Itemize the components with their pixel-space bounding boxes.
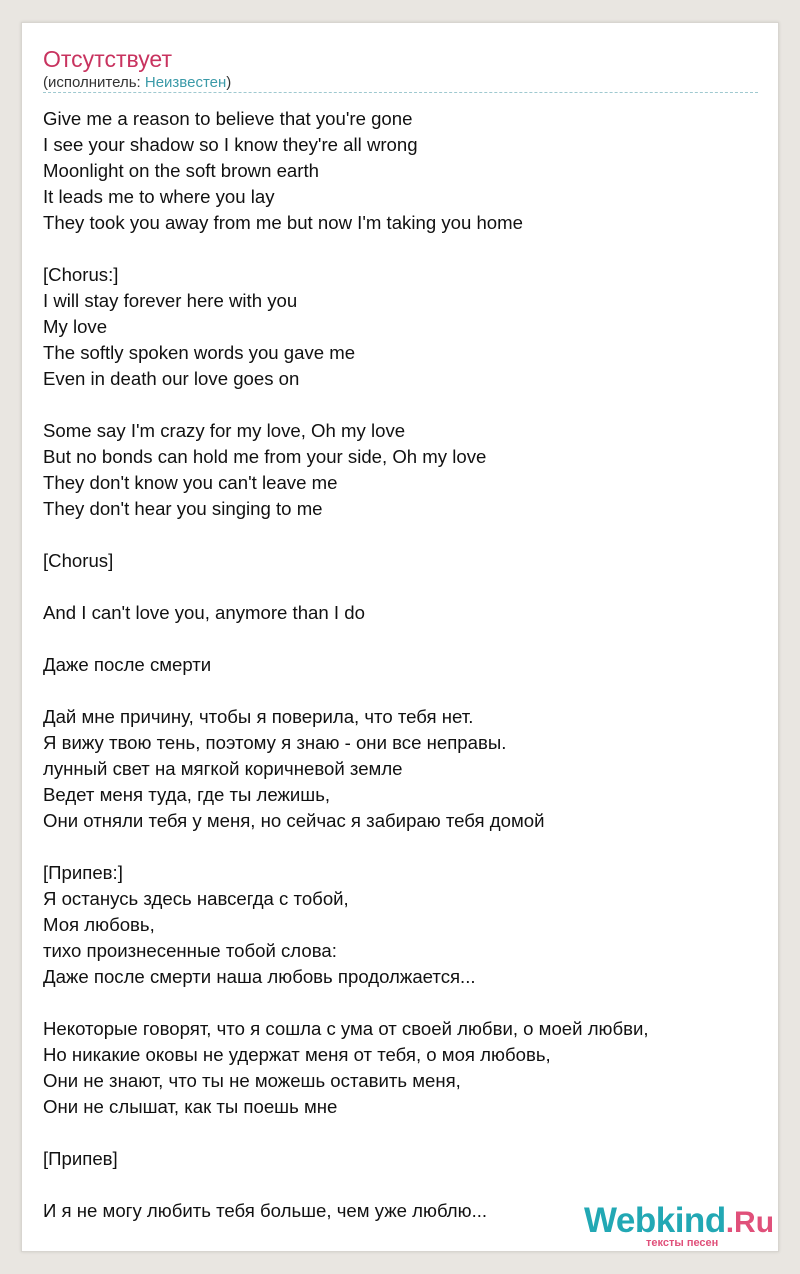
logo-tagline: тексты песен bbox=[646, 1237, 719, 1249]
divider bbox=[43, 92, 758, 93]
lyric-line: Some say I'm crazy for my love, Oh my love bbox=[43, 420, 406, 441]
lyric-line: тихо произнесенные тобой слова: bbox=[43, 940, 337, 961]
lyric-line: My love bbox=[43, 316, 108, 337]
lyric-blank-line bbox=[43, 834, 763, 860]
lyric-line: And I can't love you, anymore than I do bbox=[43, 602, 365, 623]
lyric-line: Они не слышат, как ты поешь мне bbox=[43, 1096, 338, 1117]
lyric-line: The softly spoken words you gave me bbox=[43, 342, 356, 363]
lyric-blank-line bbox=[43, 1120, 763, 1146]
lyric-line: [Chorus:] bbox=[43, 264, 119, 285]
lyric-line: лунный свет на мягкой коричневой земле bbox=[43, 758, 403, 779]
lyric-blank-line bbox=[43, 1172, 763, 1198]
lyric-blank-line bbox=[43, 522, 763, 548]
lyric-line: Я останусь здесь навсегда с тобой, bbox=[43, 888, 349, 909]
lyric-line: Даже после смерти bbox=[43, 654, 212, 675]
lyric-line: They don't hear you singing to me bbox=[43, 498, 323, 519]
lyric-line: [Chorus] bbox=[43, 550, 114, 571]
lyric-blank-line bbox=[43, 678, 763, 704]
lyric-line: Некоторые говорят, что я сошла с ума от своей любви, о моей любви, bbox=[43, 1018, 649, 1039]
lyric-line: Дай мне причину, чтобы я поверила, что тебя нет. bbox=[43, 706, 474, 727]
lyric-line: They don't know you can't leave me bbox=[43, 472, 338, 493]
webkind-logo[interactable] bbox=[584, 1201, 774, 1247]
lyric-line: Ведет меня туда, где ты лежишь, bbox=[43, 784, 331, 805]
lyric-line: They took you away from me but now I'm taking you home bbox=[43, 212, 523, 233]
lyric-line: И я не могу любить тебя больше, чем уже люблю... bbox=[43, 1200, 488, 1221]
lyric-line: Even in death our love goes on bbox=[43, 368, 300, 389]
lyric-line: Give me a reason to believe that you're gone bbox=[43, 108, 413, 129]
lyric-blank-line bbox=[43, 236, 763, 262]
lyrics-card bbox=[21, 22, 779, 1252]
artist-prefix: (исполнитель: bbox=[43, 74, 145, 91]
logo-name: Webkind bbox=[584, 1201, 726, 1240]
lyrics-text bbox=[43, 106, 763, 1224]
lyric-blank-line bbox=[43, 626, 763, 652]
artist-link[interactable]: Неизвестен bbox=[144, 74, 227, 91]
artist-suffix: ) bbox=[226, 74, 232, 91]
lyric-line: Я вижу твою тень, поэтому я знаю - они все неправы. bbox=[43, 732, 507, 753]
lyric-line: I will stay forever here with you bbox=[43, 290, 298, 311]
lyric-line: Моя любовь, bbox=[43, 914, 155, 935]
song-title: Отсутствует bbox=[43, 46, 172, 72]
logo-domain: .Ru bbox=[725, 1206, 775, 1239]
lyric-line: [Припев:] bbox=[43, 862, 123, 883]
lyric-line: But no bonds can hold me from your side, Oh my love bbox=[43, 446, 487, 467]
lyric-line: Даже после смерти наша любовь продолжается... bbox=[43, 966, 476, 987]
lyric-blank-line bbox=[43, 574, 763, 600]
lyric-line: [Припев] bbox=[43, 1148, 118, 1169]
lyric-line: Moonlight on the soft brown earth bbox=[43, 160, 319, 181]
lyric-line: It leads me to where you lay bbox=[43, 186, 275, 207]
artist-line bbox=[43, 74, 231, 92]
lyric-line: Они отняли тебя у меня, но сейчас я забираю тебя домой bbox=[43, 810, 545, 831]
lyric-line: Но никакие оковы не удержат меня от тебя, о моя любовь, bbox=[43, 1044, 551, 1065]
lyric-blank-line bbox=[43, 990, 763, 1016]
lyric-line: I see your shadow so I know they're all wrong bbox=[43, 134, 418, 155]
lyric-line: Они не знают, что ты не можешь оставить меня, bbox=[43, 1070, 461, 1091]
lyric-blank-line bbox=[43, 392, 763, 418]
